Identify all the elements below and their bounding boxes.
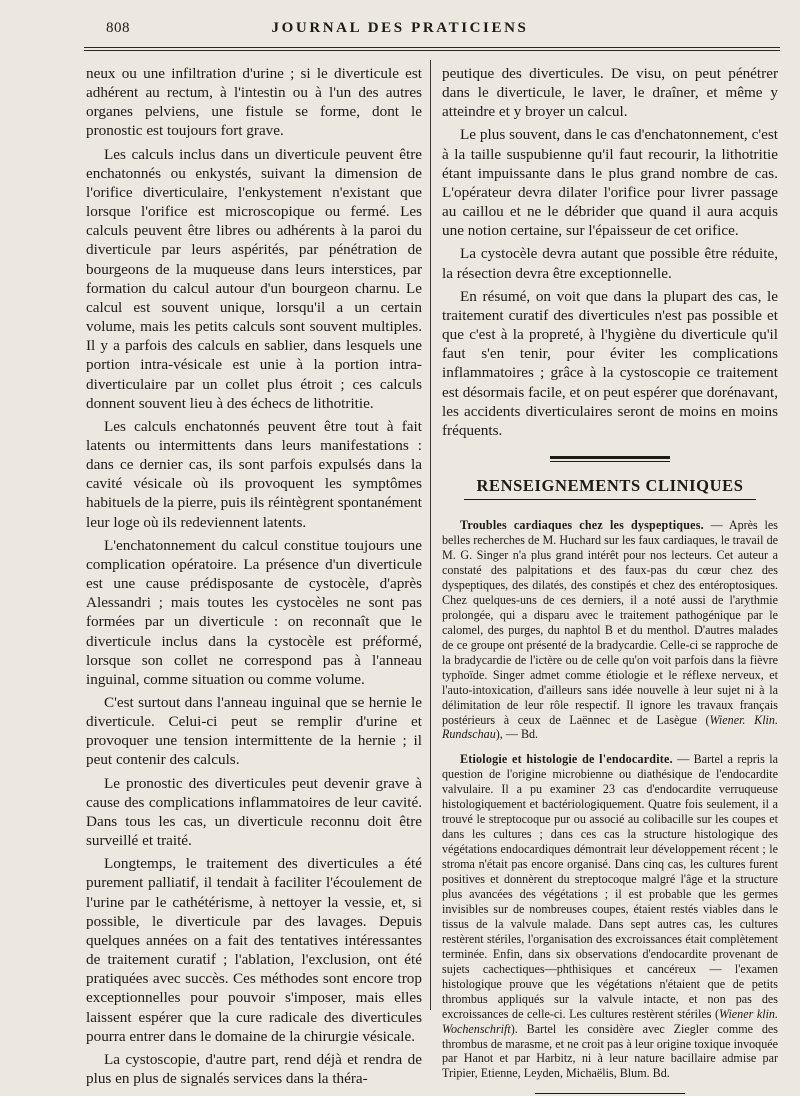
section-rule (550, 456, 670, 462)
paragraph: Le plus souvent, dans le cas d'enchatonnement, c'est à la taille suspubienne qu'il faut recourir, la lithotritie étant impuissante dans le plus grand nombre de cas. L'opérateur devra dilater l'orifice pour livrer passage au caillou et ne le débrider que quand il aura acquis une notion certaine, sur l'épaisseur de cet orifice. (442, 126, 778, 240)
paragraph: Le pronostic des diverticules peut devenir grave à cause des complications inflammatoires de leur cavité. Dans tous les cas, un diverticule reconnu doit être surveillé et traité. (86, 774, 422, 850)
paragraph: La cystocèle devra autant que possible être réduite, la résection devra être exceptionnelle. (442, 245, 778, 282)
section-title: RENSEIGNEMENTS CLINIQUES (476, 475, 744, 495)
paragraph: peutique des diverticules. De visu, on peut pénétrer dans le diverticule, le laver, le draîner, et même y atteindre et y broyer un calcul. (442, 65, 778, 121)
note-title: Troubles cardiaques chez les dyspeptiques. (460, 518, 704, 533)
note-signature: ), — Bd. (495, 727, 539, 742)
column-divider (430, 60, 431, 1010)
right-column-body (442, 64, 778, 440)
page-number: 808 (106, 20, 130, 36)
paragraph: Longtemps, le traitement des diverticules a été purement palliatif, il tendait à faciliter l'écoulement de l'urine par le cathétérisme, à nettoyer la vessie, et, si possible, le diverticule par des lavages. Depuis quelques années on a fait des tentatives intéressantes de traitement curatif ; l'ablation, l'exclusion, ont été pratiquées avec succès. Ces méthodes sont encore trop exceptionnelles pour pouvoir s'imposer, mais elles laissent espérer que la cure radicale des diverticules pourra entrer dans le domaine de la chirurgie vésicale. (86, 855, 422, 1045)
section-underline (464, 499, 756, 500)
paragraph: Les calculs inclus dans un diverticule peuvent être enchatonnés ou enkystés, suivant la dimension de l'orifice diverticulaire, l'enkystement n'existant que lorsque l'orifice est microscopique ou fermé. Les calculs peuvent être libres ou adhérents à la paroi du diverticule par leurs aspérités, par pénétration de bourgeons de la muqueuse dans leurs interstices, par formation du calcul autour d'un bourgeon charnu. Le calcul est souvent unique, lorsqu'il a un certain volume, mais les petits calculs sont souvent multiples. Il y a parfois des calculs en sablier, dans lesquels une portion intra-vésicale est unie à la portion intra-diverticulaire par un collet plus étroit ; ces calculs donnent souvent lieu à des échecs de lithotritie. (86, 145, 422, 412)
paragraph: C'est surtout dans l'anneau inguinal que se hernie le diverticule. Celui-ci peut se remplir d'urine et provoquer une tension intermittente de la hernie ; il peut contenir des calculs. (86, 694, 422, 769)
note-title: Etiologie et histologie de l'endocardite. (460, 752, 673, 767)
paragraph: En résumé, on voit que dans la plupart des cas, le traitement curatif des diverticules n'est pas possible et que c'est à la propreté, à l'hygiène du diverticule qu'il faut s'en tenir, pour éviter les complications inflammatoires ; grâce à la cystoscopie ce traitement est désormais facile, et on peut espérer que dorénavant, les accidents diverticulaires seront de moins en moins fréquents. (442, 287, 778, 439)
clinical-note (442, 518, 778, 742)
note-text: — Après les belles recherches de M. Huchard sur les faux cardiaques, le travail de M. G. Singer n'a plus grand intérêt pour nos lecteurs. Cet auteur a constaté des palpitations et des faux-pas du cœur chez des dyspeptiques, des dilatés, des constipés et chez des entéroptosiques. Chez quelques-uns de ces derniers, il a noté aussi de l'arythmie prolongée, qui a disparu avec le traitement pathogénique par le calomel, des purges, du naphtol B et du menthol. D'autres malades de ce groupe ont présenté de la bradycardie. Celle-ci se rapproche de la bradycardie de l'ictère ou de celle qu'on voit parfois dans la fièvre typhoïde. Singer admet comme étiologie et le réflexe nerveux, et l'auto-intoxication, d'ailleurs sans idée nouvelle à leur sujet ni à la délimitation de leur rôle respectif. Il ignore les travaux français postérieurs à ceux de Laënnec et de Lasègue ( (442, 518, 778, 727)
clinical-note (442, 752, 778, 1081)
right-column (442, 64, 778, 1094)
paragraph: neux ou une infiltration d'urine ; si le diverticule est adhérent au rectum, à l'intestin ou à l'un des autres organes pelviens, une fistule se forme, dont le pronostic est toujours fort grave. (86, 65, 422, 140)
left-column (86, 64, 422, 1088)
note-source: Wiener. Klin. Rundschau (442, 712, 778, 742)
header-rule (84, 47, 780, 51)
paragraph: Les calculs enchatonnés peuvent être tout à fait latents ou intermittents dans leurs manifestations : dans ce dernier cas, ils sont parfois expulsés dans la cavité vésicale où ils provoquent les symptômes habituels de la pierre, puis ils réintègrent spontanément leur loge où ils redeviennent latents. (86, 417, 422, 531)
note-signature: ). Bartel les considère avec Ziegler comme des thrombus de marasme, et ne croit pas à leur origine toxique invoquée par Hanot et par Harbitz, ni à leur nature bacillaire admise par Tripier, Etienne, Leyden, Michaëlis, Blum. Bd. (442, 1021, 778, 1081)
paragraph: La cystoscopie, d'autre part, rend déjà et rendra de plus en plus de signalés services dans la théra- (86, 1050, 422, 1087)
end-rule (535, 1093, 685, 1094)
running-title: JOURNAL DES PRATICIENS (271, 20, 529, 36)
note-text: — Bartel a repris la question de l'origine microbienne ou diathésique de l'endocardite valvulaire. Il a pu examiner 23 cas d'endocardite verruqueuse histologiquement et bactériologiquement. Quatre fois seulement, il a trouvé le streptocoque pur ou associé au colibacille sur les coupes et dans les cultures ; dans ces cas la structure histologique des végétations endocardiques démontrait leur développement récent ; le stroma n'était pas encore organisé. Dans cinq cas, les cultures furent positives et donnèrent du streptocoque malgré l'âge et la structure plus avancées des végétations ; il est probable que les germes invisibles sur de nombreuses coupes, étaient restés viables dans le tissus de la valvule malade. Dans sept autres cas, les cultures restèrent stériles, l'organisation des excroissances était complètement terminée. Enfin, dans six observations d'endocardite provenant de sujets cachectiques—phthisiques et cancéreux — l'examen histologique prouve que les végétations n'étaient que de petits thrombus appliqués sur la valvule intacte, et non pas des excroissances de celle-ci. Les cultures restèrent stériles ( (442, 752, 778, 1021)
paragraph: L'enchatonnement du calcul constitue toujours une complication opératoire. La présence d'un diverticule est une cause prédisposante de cystocèle, d'après Alessandri ; mais toutes les cystocèles ne sont pas formées par un diverticule : on reconnaît que le diverticule inclus dans la cystocèle est préformé, lorsque son collet ne correspond pas à l'anneau inguinal, comme situation ou comme volume. (86, 536, 422, 688)
note-source: Wiener klin. Wochenschrift (442, 1006, 778, 1036)
